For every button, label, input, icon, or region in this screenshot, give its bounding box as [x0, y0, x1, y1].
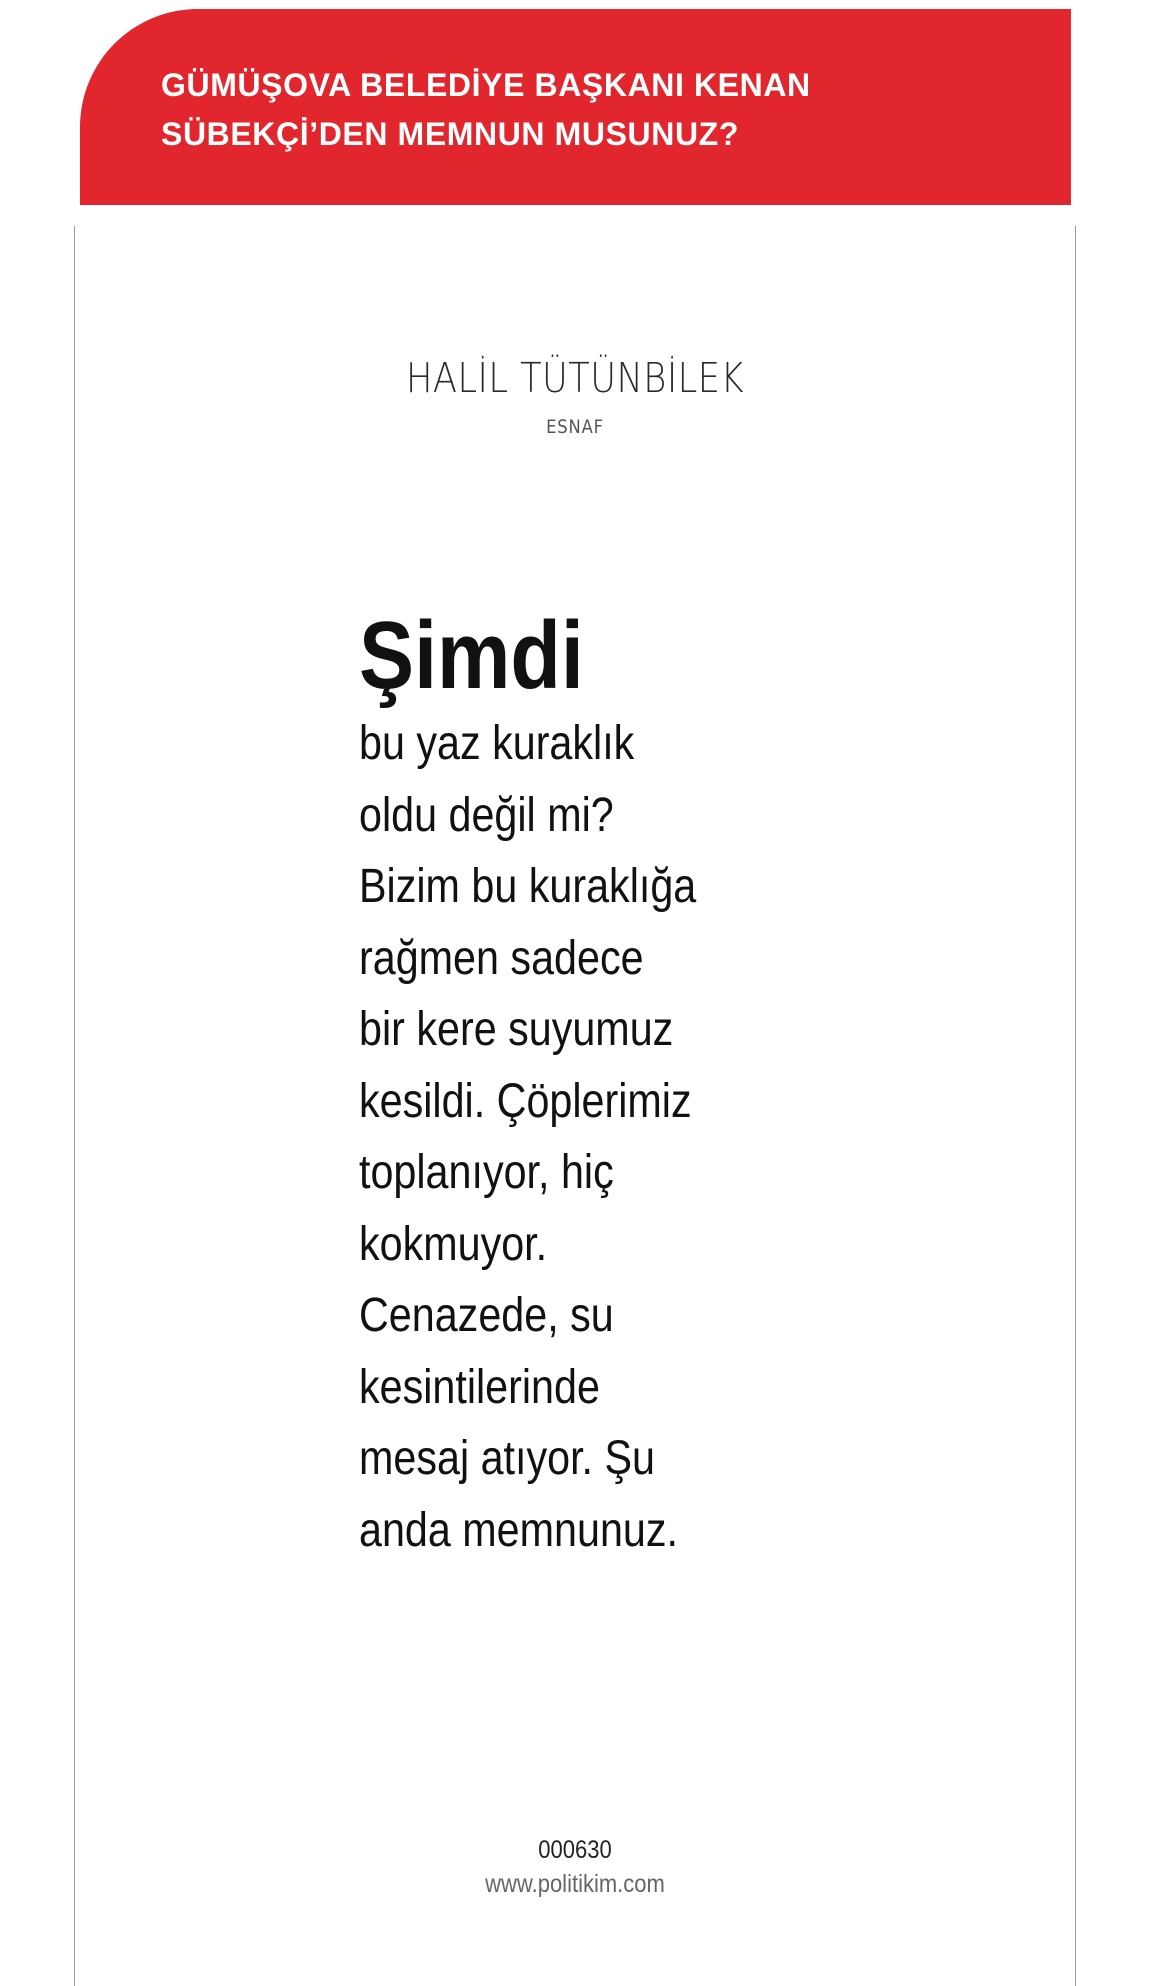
document-code: 000630 [538, 1836, 612, 1864]
respondent-name: HALİL TÜTÜNBİLEK [405, 354, 745, 402]
quote-block [359, 600, 919, 1566]
quote-line: kokmuyor. [359, 1217, 548, 1271]
respondent-occupation: ESNAF [546, 416, 604, 438]
quote-line: toplanıyor, hiç [359, 1146, 614, 1199]
title-line-1: GÜMÜŞOVA BELEDİYE BAŞKANI KENAN [161, 67, 811, 103]
quote-line: bu yaz kuraklık [359, 717, 635, 770]
quote-line: Cenazede, su [359, 1289, 614, 1342]
quote-line: oldu değil mi? [359, 788, 614, 842]
title-line-2: SÜBEKÇİ’DEN MEMNUN MUSUNUZ? [161, 116, 739, 152]
quote-line: mesaj atıyor. Şu [359, 1432, 655, 1485]
quote-line: anda memnunuz. [359, 1503, 678, 1557]
website-link[interactable]: www.politikim.com [485, 1870, 665, 1898]
quote-line: bir kere suyumuz [359, 1003, 674, 1056]
survey-question-title [161, 61, 1071, 159]
quote-lead-word: Şimdi [359, 602, 584, 709]
quote-line: Bizim bu kuraklığa [359, 860, 697, 913]
header-banner [80, 9, 1071, 205]
quote-line: kesintilerinde [359, 1360, 600, 1414]
quote-lines [359, 708, 841, 1566]
quote-line: kesildi. Çöplerimiz [359, 1074, 692, 1128]
quote-line: rağmen sadece [359, 931, 644, 985]
